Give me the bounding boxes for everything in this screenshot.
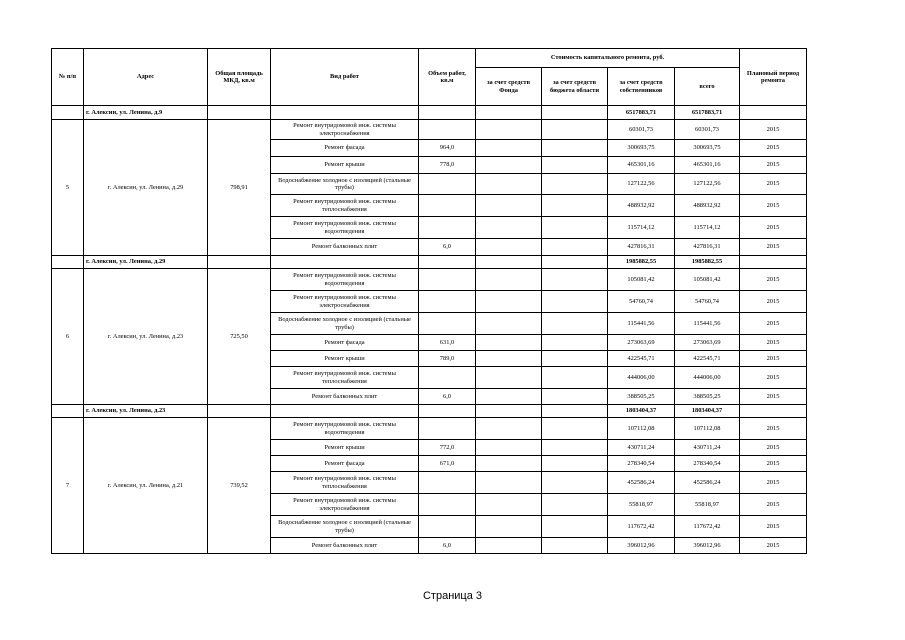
repair-period: 2015 [740,418,807,440]
row-address: г. Алексин, ул. Ленина, д.21 [84,418,208,554]
cost-total: 388505,25 [675,389,740,405]
work-type: Ремонт внутридомовой инж. системы теплоснабжения [271,195,419,217]
work-type: Ремонт внутридомовой инж. системы электроснабжения [271,494,419,516]
summary-address: г. Алексин, ул. Ленина, д.23 [84,405,208,418]
work-volume: 631,0 [419,335,476,351]
repair-period: 2015 [740,157,807,174]
work-type: Ремонт крыши [271,351,419,367]
repair-period: 2015 [740,516,807,538]
repair-period: 2015 [740,494,807,516]
summary-row [52,405,807,418]
row-address: г. Алексин, ул. Ленина, д.29 [84,120,208,256]
cost-own: 117672,42 [608,516,675,538]
work-type: Ремонт крыши [271,157,419,174]
work-type: Ремонт балконных плит [271,389,419,405]
work-volume: 789,0 [419,351,476,367]
cost-total: 117672,42 [675,516,740,538]
cost-own: 60301,73 [608,120,675,140]
cost-own: 427816,31 [608,239,675,256]
col-header-address: Адрес [84,49,208,106]
cost-total: 127122,56 [675,174,740,195]
work-volume: 6,0 [419,538,476,554]
work-type: Ремонт балконных плит [271,538,419,554]
capital-repair-table [51,48,807,554]
summary-total: 1985882,55 [675,256,740,269]
repair-period: 2015 [740,313,807,335]
summary-total: 6517883,71 [675,106,740,120]
row-area: 725,50 [208,269,271,405]
cost-total: 105081,42 [675,269,740,291]
work-volume: 772,0 [419,440,476,456]
cost-own: 115714,12 [608,217,675,239]
col-header-num: № п/п [52,49,84,106]
cost-own: 107112,08 [608,418,675,440]
repair-period: 2015 [740,335,807,351]
row-area: 739,52 [208,418,271,554]
work-volume: 6,0 [419,389,476,405]
col-header-volume: Объем работ, кв.м [419,49,476,106]
col-header-fund: за счет средств Фонда [476,68,542,106]
cost-own: 273063,69 [608,335,675,351]
work-type: Ремонт внутридомовой инж. системы электроснабжения [271,291,419,313]
cost-total: 444006,00 [675,367,740,389]
table-row [52,269,807,291]
cost-own: 430711,24 [608,440,675,456]
cost-own: 465301,16 [608,157,675,174]
summary-row [52,106,807,120]
work-volume: 6,0 [419,239,476,256]
cost-total: 107112,08 [675,418,740,440]
work-volume [419,494,476,516]
repair-period: 2015 [740,367,807,389]
work-type: Ремонт внутридомовой инж. системы водоотведения [271,217,419,239]
table-row [52,120,807,140]
cost-total: 422545,71 [675,351,740,367]
repair-period: 2015 [740,120,807,140]
cost-own: 444006,00 [608,367,675,389]
work-type: Ремонт внутридомовой инж. системы теплоснабжения [271,367,419,389]
work-type: Ремонт внутридомовой инж. системы водоотведения [271,269,419,291]
summary-row [52,256,807,269]
col-header-budget: за счет средств бюджета области [542,68,608,106]
work-volume [419,217,476,239]
cost-total: 300693,75 [675,140,740,157]
cost-total: 430711,24 [675,440,740,456]
cost-total: 488932,92 [675,195,740,217]
cost-total: 427816,31 [675,239,740,256]
repair-period: 2015 [740,195,807,217]
cost-total: 55818,97 [675,494,740,516]
repair-period: 2015 [740,456,807,472]
work-type: Ремонт внутридомовой инж. системы водоотведения [271,418,419,440]
repair-period: 2015 [740,174,807,195]
cost-own: 278340,54 [608,456,675,472]
repair-period: 2015 [740,538,807,554]
page-number: Страница 3 [422,590,483,602]
cost-total: 54760,74 [675,291,740,313]
repair-period: 2015 [740,217,807,239]
work-volume [419,472,476,494]
work-type: Ремонт внутридомовой инж. системы теплоснабжения [271,472,419,494]
work-volume [419,269,476,291]
cost-own: 422545,71 [608,351,675,367]
cost-own: 55818,97 [608,494,675,516]
work-type: Водоснабжение холодное с изоляцией (стальные трубы) [271,313,419,335]
work-type: Водоснабжение холодное с изоляцией (стальные трубы) [271,516,419,538]
work-volume [419,120,476,140]
row-num: 5 [52,120,84,256]
cost-own: 488932,92 [608,195,675,217]
work-volume: 964,0 [419,140,476,157]
cost-total: 115441,56 [675,313,740,335]
work-type: Ремонт фасада [271,335,419,351]
cost-total: 115714,12 [675,217,740,239]
repair-period: 2015 [740,269,807,291]
cost-own: 396012,96 [608,538,675,554]
repair-period: 2015 [740,291,807,313]
summary-own: 6517883,71 [608,106,675,120]
work-volume [419,291,476,313]
col-header-own: за счет средств собственников [608,68,675,106]
table-row [52,418,807,440]
summary-total: 1803404,37 [675,405,740,418]
cost-own: 115441,56 [608,313,675,335]
row-num: 7 [52,418,84,554]
col-header-cost-group: Стоимость капитального ремонта, руб. [476,49,740,68]
cost-total: 278340,54 [675,456,740,472]
work-type: Ремонт внутридомовой инж. системы электроснабжения [271,120,419,140]
cost-own: 388505,25 [608,389,675,405]
cost-total: 396012,96 [675,538,740,554]
cost-own: 105081,42 [608,269,675,291]
cost-own: 300693,75 [608,140,675,157]
col-header-area: Общая площадь МКД, кв.м [208,49,271,106]
work-volume [419,313,476,335]
work-volume [419,367,476,389]
row-num: 6 [52,269,84,405]
work-volume: 778,0 [419,157,476,174]
work-volume [419,516,476,538]
col-header-total: всего [675,68,740,106]
col-header-period: Плановый период ремонта [740,49,807,106]
work-volume [419,174,476,195]
summary-own: 1803404,37 [608,405,675,418]
row-address: г. Алексин, ул. Ленина, д.23 [84,269,208,405]
repair-period: 2015 [740,472,807,494]
cost-total: 452586,24 [675,472,740,494]
summary-own: 1985882,55 [608,256,675,269]
repair-period: 2015 [740,440,807,456]
work-volume [419,418,476,440]
cost-total: 465301,16 [675,157,740,174]
repair-period: 2015 [740,389,807,405]
cost-own: 127122,56 [608,174,675,195]
col-header-work: Вид работ [271,49,419,106]
work-type: Ремонт фасада [271,456,419,472]
work-volume [419,195,476,217]
repair-period: 2015 [740,140,807,157]
work-type: Ремонт фасада [271,140,419,157]
cost-own: 54760,74 [608,291,675,313]
repair-period: 2015 [740,239,807,256]
work-type: Водоснабжение холодное с изоляцией (стальные трубы) [271,174,419,195]
summary-address: г. Алексин, ул. Ленина, д.9 [84,106,208,120]
cost-total: 273063,69 [675,335,740,351]
repair-period: 2015 [740,351,807,367]
summary-address: г. Алексин, ул. Ленина, д.29 [84,256,208,269]
cost-own: 452586,24 [608,472,675,494]
cost-total: 60301,73 [675,120,740,140]
row-area: 798,91 [208,120,271,256]
work-type: Ремонт крыши [271,440,419,456]
work-volume: 671,0 [419,456,476,472]
work-type: Ремонт балконных плит [271,239,419,256]
